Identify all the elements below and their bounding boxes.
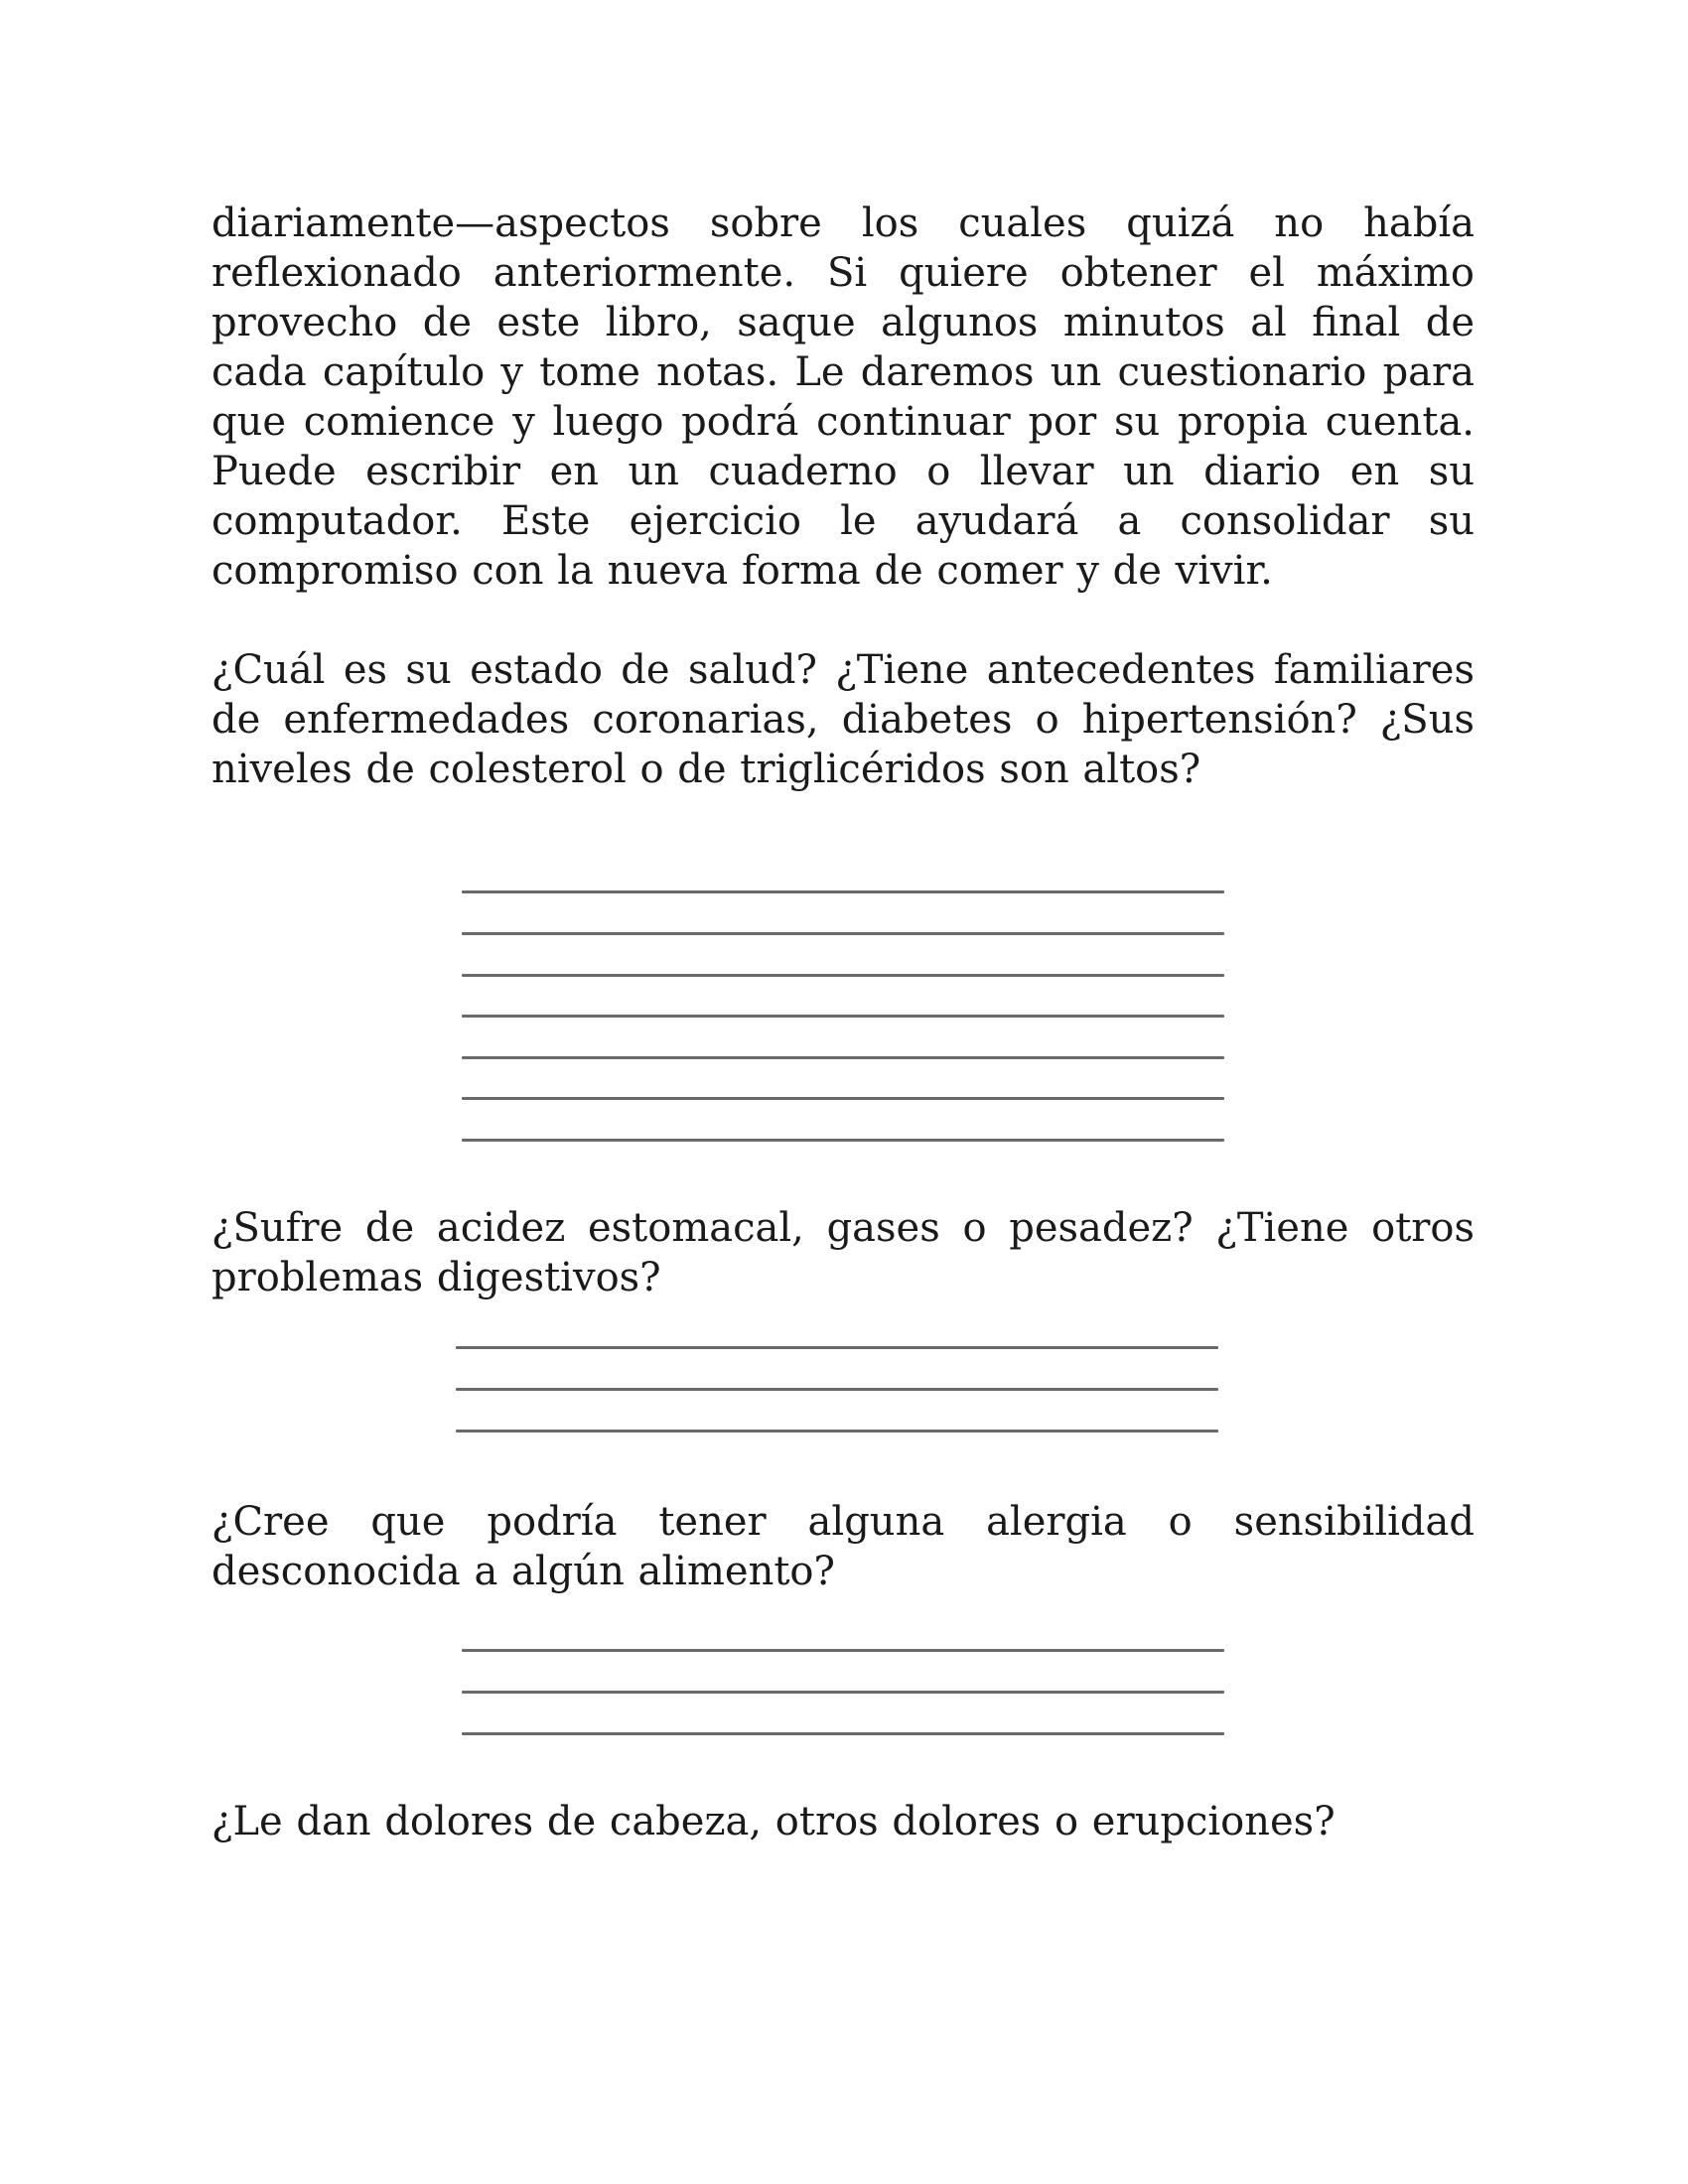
answer-line bbox=[462, 974, 1224, 977]
answer-line bbox=[456, 1388, 1218, 1391]
question-pain: ¿Le dan dolores de cabeza, otros dolores o erupciones? bbox=[211, 1799, 1336, 1844]
answer-line bbox=[462, 890, 1224, 893]
answer-line bbox=[462, 1691, 1224, 1694]
answer-line bbox=[462, 1015, 1224, 1018]
answer-line bbox=[456, 1430, 1218, 1433]
question-digestive: ¿Sufre de acidez estomacal, gases o pesadez? ¿Tiene otros problemas digestivos? bbox=[211, 1205, 1475, 1300]
answer-line bbox=[456, 1346, 1218, 1349]
question-health-status: ¿Cuál es su estado de salud? ¿Tiene antecedentes familiares de enfermedades coronarias, diabetes o hipertensión? ¿Sus niveles de colesterol o de triglicéridos son altos? bbox=[211, 647, 1475, 792]
question-allergy: ¿Cree que podría tener alguna alergia o sensibilidad desconocida a algún alimento? bbox=[211, 1499, 1475, 1594]
intro-paragraph: diariamente—aspectos sobre los cuales quizá no había reflexionado anteriormente. Si quiere obtener el máximo provecho de este libro, saque algunos minutos al final de cada capítulo y tome notas. Le daremos un cuestionario para que comience y luego podrá continuar por su propia cuenta. Puede escribir en un cuaderno o llevar un diario en su computador. Este ejercicio le ayudará a consolidar su compromiso con la nueva forma de comer y de vivir. bbox=[211, 201, 1475, 594]
answer-line bbox=[462, 932, 1224, 935]
answer-line bbox=[462, 1097, 1224, 1100]
answer-line bbox=[462, 1649, 1224, 1652]
answer-line bbox=[462, 1139, 1224, 1142]
answer-line bbox=[462, 1732, 1224, 1735]
answer-line bbox=[462, 1056, 1224, 1059]
